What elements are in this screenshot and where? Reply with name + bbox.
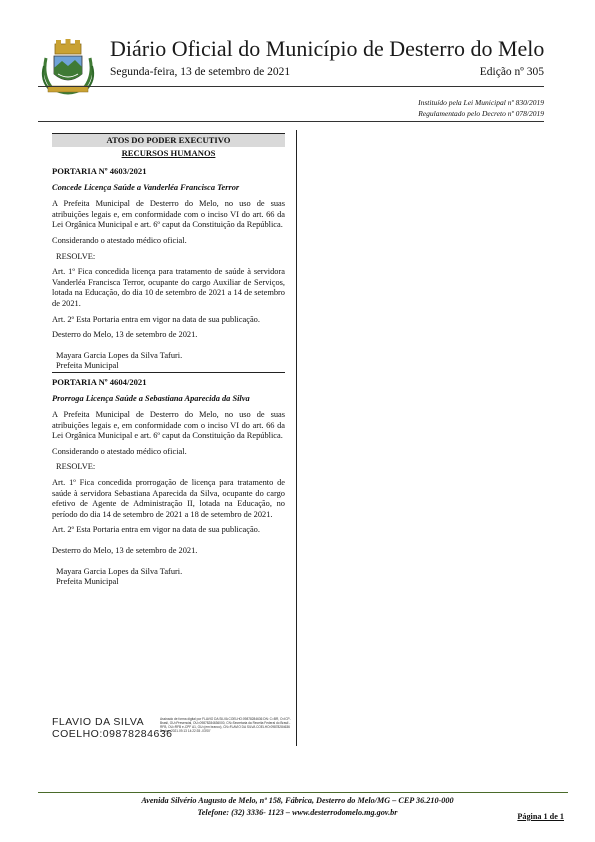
publication-date: Segunda-feira, 13 de setembro de 2021 [110,66,291,78]
portaria-resolve: RESOLVE: [56,462,96,472]
portaria-intro: A Prefeita Municipal de Desterro do Melo, no uso de suas atribuições legais e, em conformidade com o inciso VI do art. 66 da Lei Orgânica Municipal e art. 6º caput da Constituição da República. [52,199,285,230]
gazette-title: Diário Oficial do Município de Desterro do Melo [110,36,545,61]
portaria-article-2: Art. 2º Esta Portaria entra em vigor na data de sua publicação. [52,314,260,324]
digital-signature-details: Assinado de forma digital por FLAVIO DA SILVA COELHO:09878284636 DN: C=BR, O=ICP-Brasil, OU=Presencial, OU=09878284636000, CN=Secretaria da Receita Federal do Brasil - RFB, OU=RFB e-CPF A1, OU=(em branco), CN=FLAVIO DA SILVA COELHO:09878284636 Dados: 2021.09.13 14:22:35 -03'00' [160,717,291,733]
municipal-crest-icon [38,36,98,98]
portaria-block [52,166,285,372]
portaria-signer-role: Prefeita Municipal [56,577,119,587]
portaria-subject: Concede Licença Saúde a Vanderléa Francisca Terror [52,182,240,192]
portaria-block [52,372,285,588]
edition-number: Edição nº 305 [479,66,544,78]
digital-signature-name: FLAVIO DA SILVA [52,716,145,728]
portaria-article-1: Art. 1º Fica concedida prorrogação de licença para tratamento de saúde à servidora Sebastiana Aparecida da Silva, ocupante do cargo efetivo de Agente de Administração II, lotada na Educação, no período do dia 14 de setembro de 2021 a 18 de setembro de 2021. [52,478,285,519]
digital-signature-id: COELHO:09878284636 [52,728,173,740]
digital-signature-stamp [52,716,292,744]
left-column [52,133,285,588]
footer-address: Avenida Silvério Augusto de Melo, nº 158, Fábrica, Desterro do Melo/MG – CEP 36.210-000 [141,796,454,805]
regulated-note: Regulamentado pelo Decreto nº 078/2019 [418,109,544,118]
portaria-title: PORTARIA Nº 4603/2021 [52,166,147,176]
portaria-article-2: Art. 2º Esta Portaria entra em vigor na data de sua publicação. [52,525,260,535]
portaria-place-date: Desterro do Melo, 13 de setembro de 2021. [52,546,198,556]
portaria-considering: Considerando o atestado médico oficial. [52,235,187,245]
portaria-intro: A Prefeita Municipal de Desterro do Melo, no uso de suas atribuições legais e, em conformidade com o inciso VI do art. 66 da Lei Orgânica Municipal e art. 6º caput da Constituição da República. [52,410,285,441]
portaria-title: PORTARIA Nº 4604/2021 [52,376,147,387]
header-divider [38,86,544,87]
section-heading-executive: ATOS DO PODER EXECUTIVO [52,133,285,147]
portaria-resolve: RESOLVE: [56,251,96,261]
portaria-signer: Mayara Garcia Lopes da Silva Tafuri. [56,350,183,360]
portaria-article-1: Art. 1º Fica concedida licença para tratamento de saúde à servidora Vanderléa Francisca Terror, ocupante do cargo Auxiliar de Serviços, lotada na Educação, do dia 10 de setembro de 2021 a 14 de setembro de 2021. [52,267,285,308]
header-bottom-divider [38,121,544,122]
section-heading-hr: RECURSOS HUMANOS [121,148,216,158]
page-number: Página 1 de 1 [517,812,564,821]
footer-divider [38,792,568,793]
portaria-considering: Considerando o atestado médico oficial. [52,446,187,456]
portaria-signer-role: Prefeita Municipal [56,361,119,371]
portaria-signer: Mayara Garcia Lopes da Silva Tafuri. [56,566,183,576]
portaria-place-date: Desterro do Melo, 13 de setembro de 2021. [52,330,198,340]
portaria-subject: Prorroga Licença Saúde a Sebastiana Aparecida da Silva [52,393,250,403]
footer-contact: Telefone: (32) 3336- 1123 – www.desterrodomelo.mg.gov.br [197,808,398,817]
instituted-note: Instituído pela Lei Municipal nº 830/2019 [418,98,544,107]
column-separator [296,130,297,746]
